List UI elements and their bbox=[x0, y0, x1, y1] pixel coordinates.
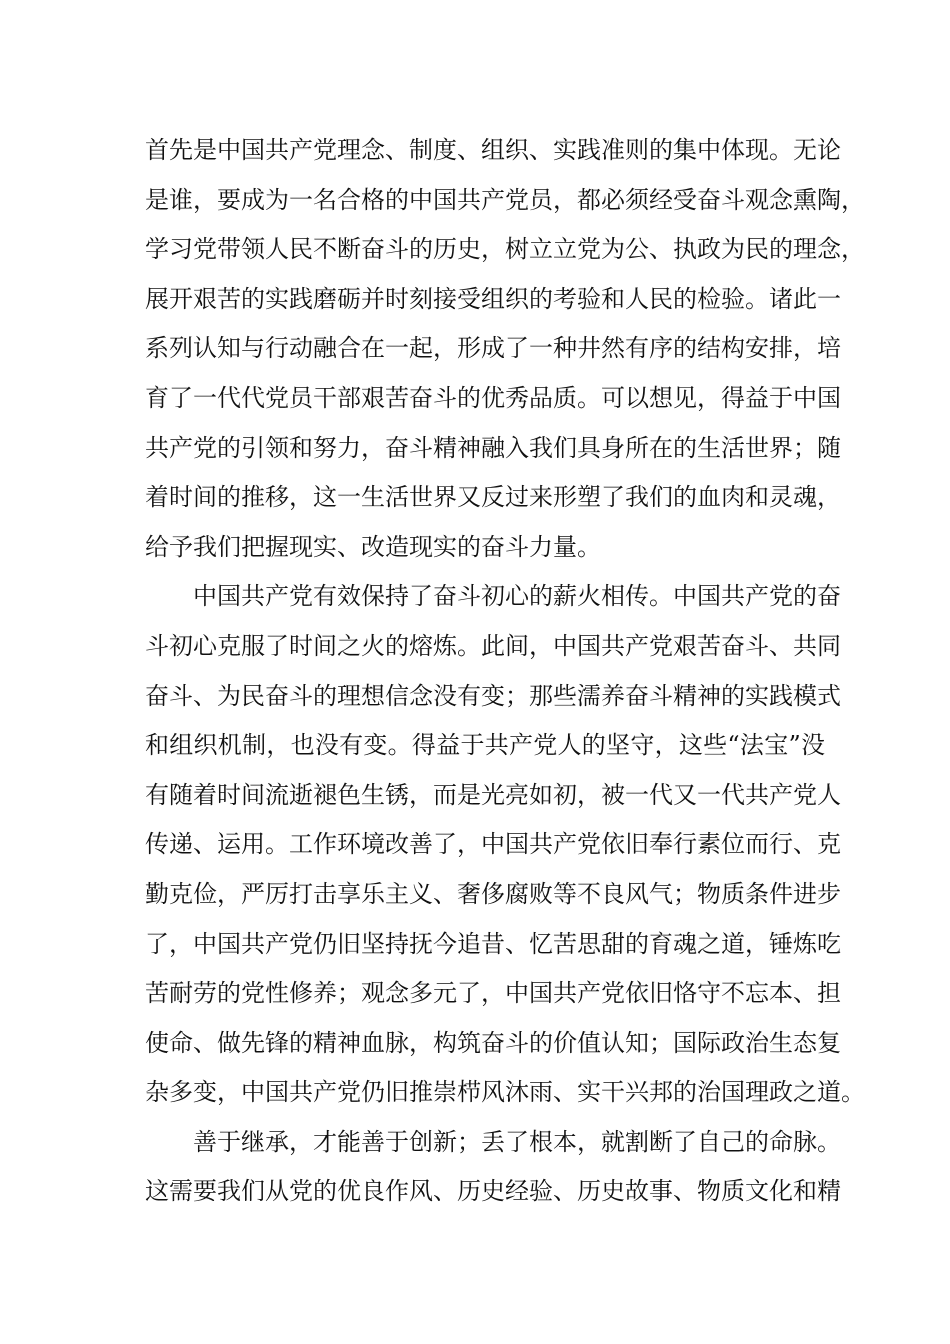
text-line: 学习党带领人民不断奋斗的历史，树立立党为公、执政为民的理念， bbox=[145, 235, 865, 264]
text-line: 给予我们把握现实、改造现实的奋斗力量。 bbox=[145, 532, 601, 561]
text-line: 展开艰苦的实践磨砺并时刻接受组织的考验和人民的检验。诸此一 bbox=[145, 284, 841, 313]
text-line: 奋斗、为民奋斗的理想信念没有变；那些濡养奋斗精神的实践模式 bbox=[145, 681, 841, 710]
text-line: 善于继承，才能善于创新；丢了根本，就割断了自己的命脉。 bbox=[193, 1127, 841, 1156]
text-line: 和组织机制，也没有变。得益于共产党人的坚守，这些“法宝”没 bbox=[145, 731, 825, 760]
text-line: 这需要我们从党的优良作风、历史经验、历史故事、物质文化和精 bbox=[145, 1177, 841, 1206]
text-line: 杂多变，中国共产党仍旧推崇栉风沐雨、实干兴邦的治国理政之道。 bbox=[145, 1078, 865, 1107]
paragraph bbox=[145, 572, 865, 1118]
text-line: 是谁，要成为一名合格的中国共产党员，都必须经受奋斗观念熏陶， bbox=[145, 185, 865, 214]
text-line: 使命、做先锋的精神血脉，构筑奋斗的价值认知；国际政治生态复 bbox=[145, 1028, 841, 1057]
text-line: 着时间的推移，这一生活世界又反过来形塑了我们的血肉和灵魂， bbox=[145, 483, 841, 512]
text-line: 中国共产党有效保持了奋斗初心的薪火相传。中国共产党的奋 bbox=[193, 582, 841, 611]
paragraph bbox=[145, 1118, 841, 1217]
text-line: 了，中国共产党仍旧坚持抚今追昔、忆苦思甜的育魂之道，锤炼吃 bbox=[145, 929, 841, 958]
text-line: 斗初心克服了时间之火的熔炼。此间，中国共产党艰苦奋斗、共同 bbox=[145, 631, 841, 660]
text-line: 育了一代代党员干部艰苦奋斗的优秀品质。可以想见，得益于中国 bbox=[145, 383, 841, 412]
text-line: 苦耐劳的党性修养；观念多元了，中国共产党依旧恪守不忘本、担 bbox=[145, 979, 841, 1008]
text-line: 有随着时间流逝褪色生锈，而是光亮如初，被一代又一代共产党人 bbox=[145, 780, 841, 809]
body-text bbox=[145, 126, 865, 1217]
text-line: 首先是中国共产党理念、制度、组织、实践准则的集中体现。无论 bbox=[145, 136, 841, 164]
text-line: 传递、运用。工作环境改善了，中国共产党依旧奉行素位而行、克 bbox=[145, 830, 841, 859]
paragraph bbox=[145, 126, 865, 572]
text-line: 勤克俭，严厉打击享乐主义、奢侈腐败等不良风气；物质条件进步 bbox=[145, 879, 841, 908]
text-line: 系列认知与行动融合在一起，形成了一种井然有序的结构安排，培 bbox=[145, 334, 841, 363]
text-line: 共产党的引领和努力，奋斗精神融入我们具身所在的生活世界；随 bbox=[145, 433, 841, 462]
